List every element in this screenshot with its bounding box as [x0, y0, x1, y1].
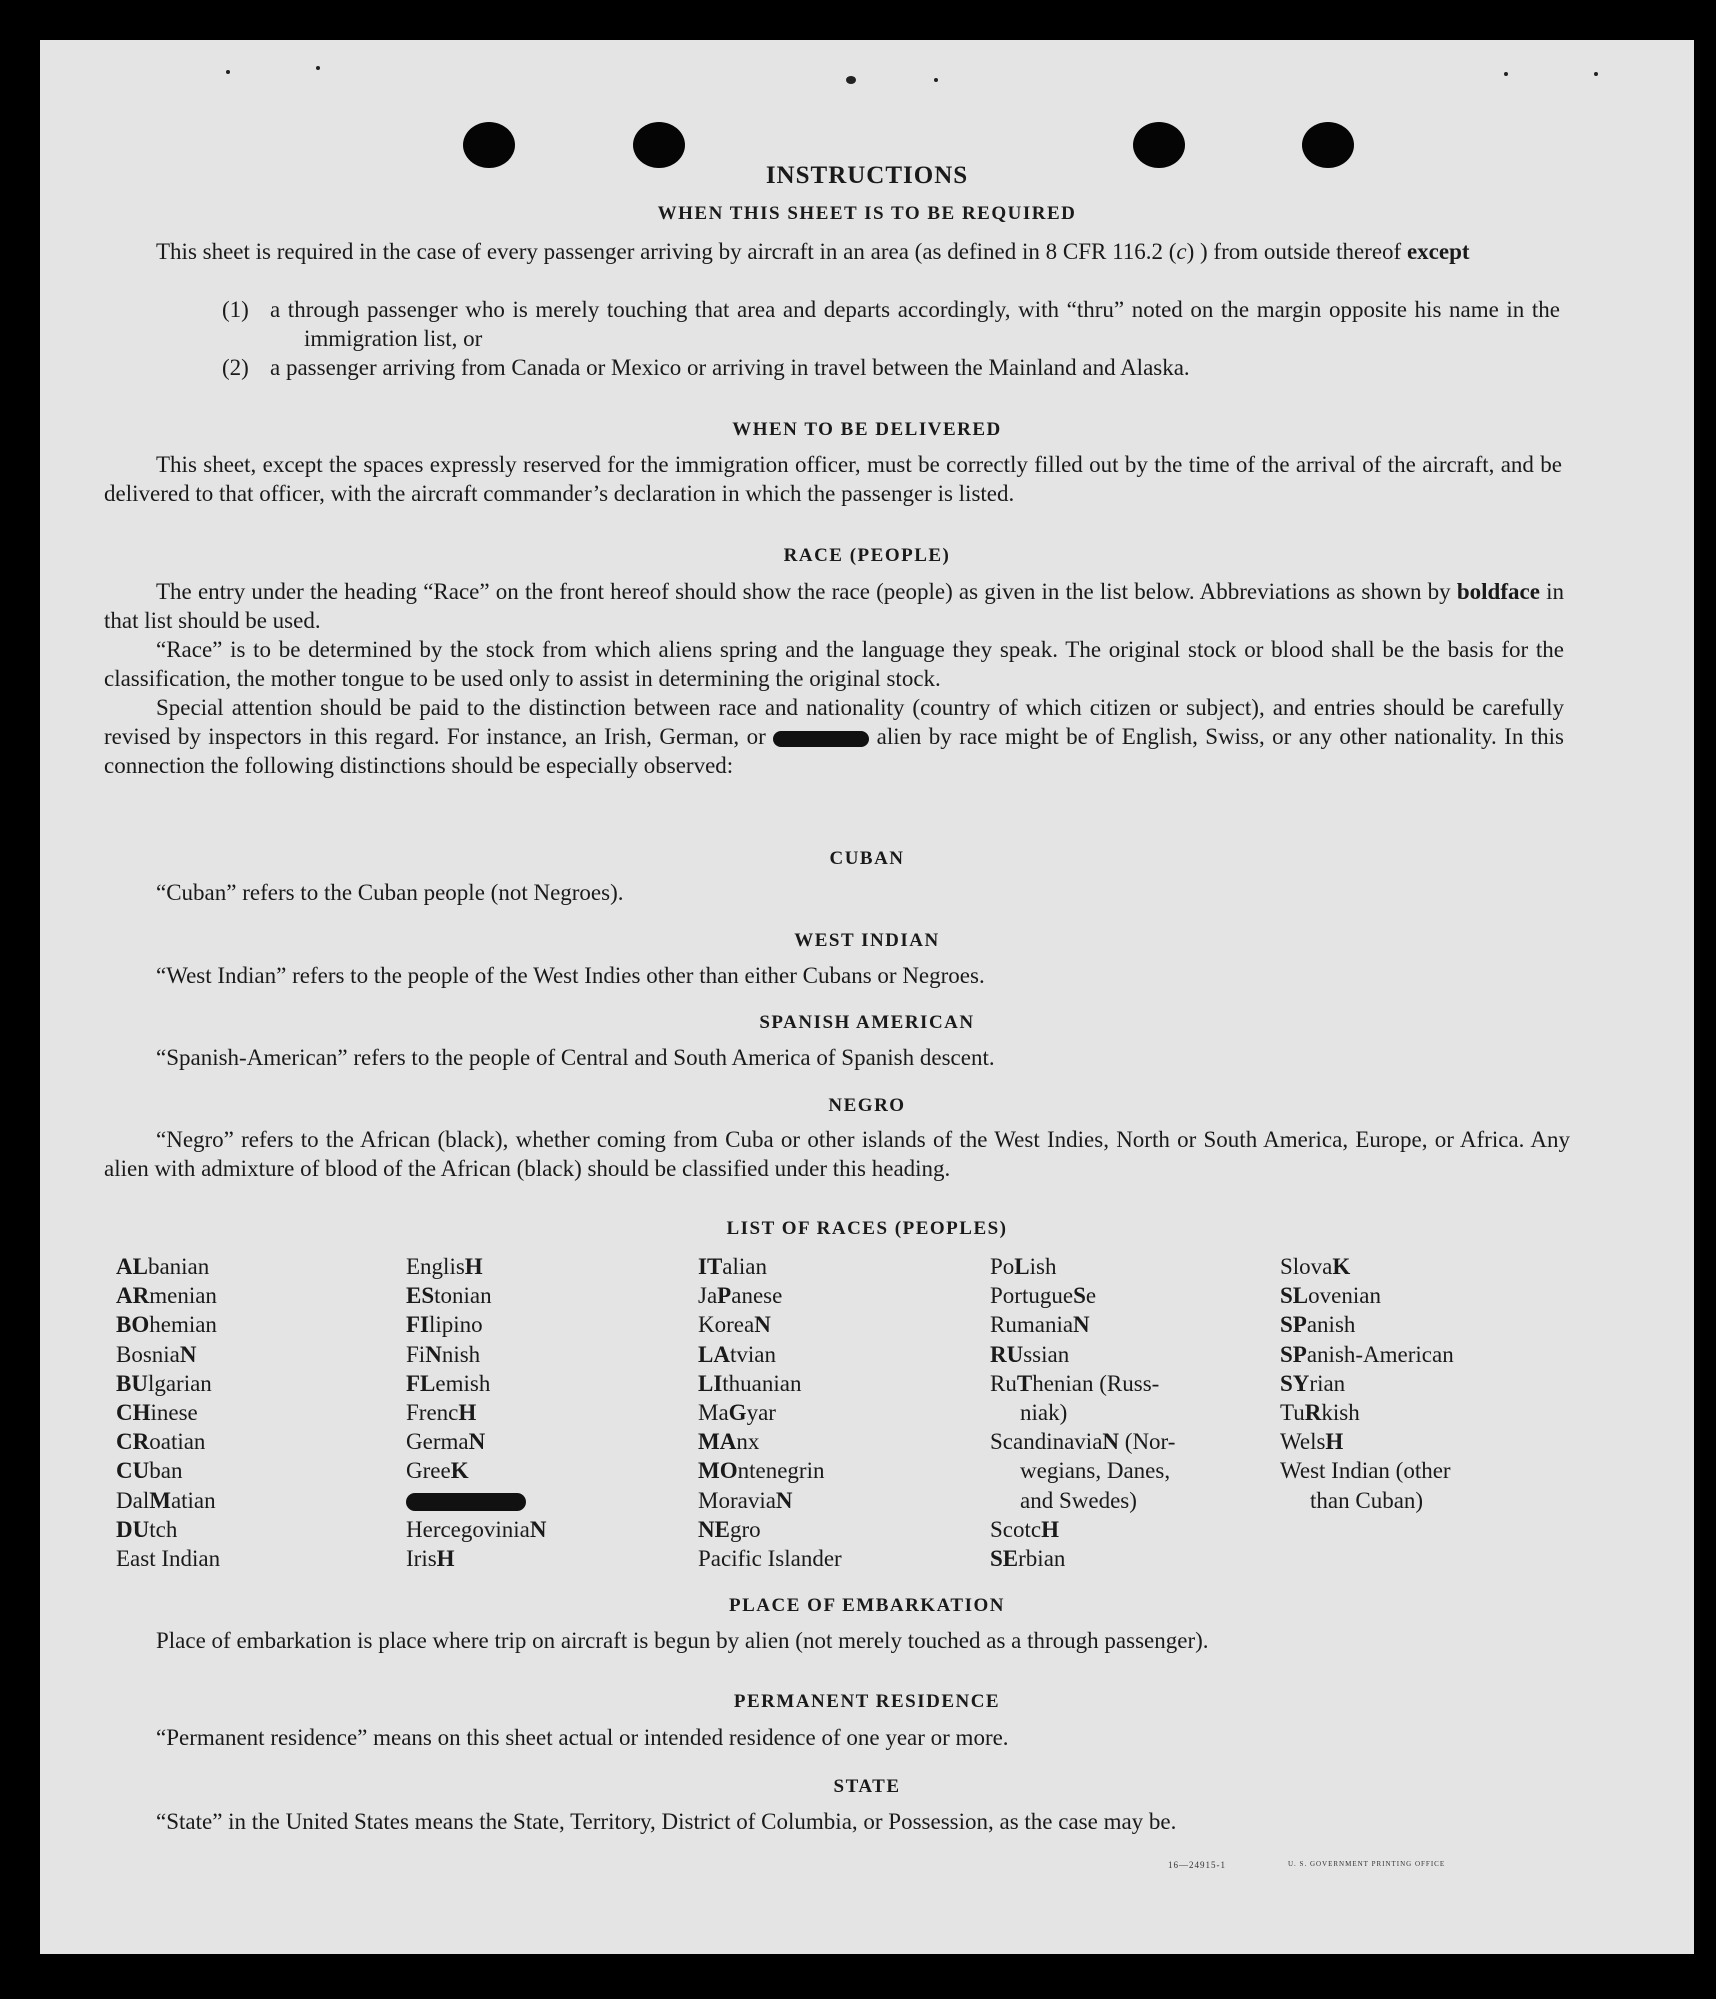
race-entry: FrencH [406, 1400, 477, 1426]
speck [1594, 72, 1598, 76]
race-entry: CHinese [116, 1400, 198, 1426]
race-entry: than Cuban) [1310, 1487, 1424, 1513]
west-indian-heading: WEST INDIAN [794, 930, 940, 951]
race-entry [406, 1486, 547, 1515]
race-entry: TuRkish [1280, 1400, 1360, 1426]
race-entry: HercegoviniaN [406, 1516, 547, 1542]
race-entry: SErbian [990, 1546, 1066, 1572]
race-entry: BUlgarian [116, 1370, 212, 1396]
race-entry: FiNnish [406, 1341, 481, 1367]
race-entry: RumaniaN [990, 1312, 1090, 1338]
races-column-4 [990, 1252, 1175, 1573]
race-entry: MaGyar [698, 1400, 776, 1426]
race-entry: ITalian [698, 1254, 767, 1279]
race-entry: niak) [1020, 1400, 1068, 1426]
race-entry: SlovaK [1280, 1254, 1351, 1279]
race-entry: ScotcH [990, 1516, 1059, 1542]
race-entry: CRoatian [116, 1429, 206, 1455]
race-entry: PortugueSe [990, 1283, 1097, 1309]
when-required-intro: This sheet is required in the case of every passenger arriving by aircraft in an area (as defined in 8 CFR 116.2 (c) ) from outside thereof except [156, 239, 1470, 264]
race-entry: LAtvian [698, 1341, 776, 1367]
race-entry: wegians, Danes, [1020, 1458, 1171, 1484]
exception-item-2: (2) a passenger arriving from Canada or Mexico or arriving in travel between the Mainland and Alaska. [222, 355, 1190, 380]
when-delivered-text: This sheet, except the spaces expressly reserved for the immigration officer, must be correctly filled out by the time of the arrival of the aircraft, and be delivered to that officer, with the aircraft commander’s declaration in which the passenger is listed. [104, 452, 1562, 506]
speck [316, 66, 320, 70]
race-entry: MoraviaN [698, 1487, 793, 1513]
race-entry: DUtch [116, 1516, 178, 1542]
race-entry: MOntenegrin [698, 1458, 825, 1484]
state-heading: STATE [833, 1776, 901, 1797]
race-entry: and Swedes) [1020, 1487, 1137, 1513]
race-entry: SYrian [1280, 1370, 1346, 1396]
document-sheet [40, 40, 1694, 1954]
race-entry: PoLish [990, 1254, 1057, 1279]
negro-heading: NEGRO [828, 1095, 906, 1116]
race-entry: SPanish-American [1280, 1341, 1454, 1367]
state-text: “State” in the United States means the State, Territory, District of Columbia, or Possession, as the case may be. [156, 1809, 1177, 1834]
exception-item-1: (1) a through passenger who is merely touching that area and departs accordingly, with “thru” noted on the margin opposite his name in the immigration list, or [222, 297, 1560, 351]
race-entry: DalMatian [116, 1487, 216, 1513]
race-entry: West Indian (other [1280, 1458, 1451, 1484]
race-entry: MAnx [698, 1429, 760, 1455]
race-entry: BosniaN [116, 1341, 197, 1367]
race-entry: JaPanese [698, 1283, 783, 1309]
speck [934, 78, 938, 82]
printer-name: U. S. GOVERNMENT PRINTING OFFICE [1288, 1860, 1446, 1868]
races-column-2 [406, 1252, 547, 1573]
permanent-residence-text: “Permanent residence” means on this sheet actual or intended residence of one year or more. [156, 1725, 1009, 1750]
race-entry: ALbanian [116, 1254, 210, 1279]
speck [846, 76, 856, 84]
race-entry: WelsH [1280, 1429, 1344, 1455]
race-entry: ARmenian [116, 1283, 217, 1309]
place-embarkation-heading: PLACE OF EMBARKATION [729, 1595, 1005, 1616]
race-entry: LIthuanian [698, 1370, 802, 1396]
race-entry: FIlipino [406, 1312, 483, 1338]
instructions-title: INSTRUCTIONS [765, 162, 969, 189]
races-column-3 [698, 1252, 842, 1573]
spanish-american-heading: SPANISH AMERICAN [759, 1012, 975, 1033]
when-required-heading: WHEN THIS SHEET IS TO BE REQUIRED [657, 203, 1077, 224]
permanent-residence-heading: PERMANENT RESIDENCE [733, 1691, 1001, 1712]
when-delivered-heading: WHEN TO BE DELIVERED [732, 419, 1002, 440]
redaction-mark [773, 731, 869, 747]
redaction-mark [406, 1493, 526, 1511]
race-entry: ScandinaviaN (Nor- [990, 1429, 1176, 1455]
spanish-american-text: “Spanish-American” refers to the people of Central and South America of Spanish descent. [156, 1045, 995, 1070]
race-entry: GreeK [406, 1458, 469, 1484]
race-entry: RUssian [990, 1341, 1070, 1367]
race-entry: East Indian [116, 1546, 221, 1572]
cuban-text: “Cuban” refers to the Cuban people (not Negroes). [156, 880, 624, 905]
race-entry: Pacific Islander [698, 1546, 842, 1572]
races-column-5 [1280, 1252, 1454, 1515]
race-entry: SPanish [1280, 1312, 1356, 1338]
race-entry: CUban [116, 1458, 183, 1484]
cuban-heading: CUBAN [829, 848, 905, 869]
race-entry: FLemish [406, 1370, 491, 1396]
race-entry: KoreaN [698, 1312, 771, 1338]
race-entry: GermaN [406, 1429, 486, 1455]
speck [226, 70, 230, 74]
west-indian-text: “West Indian” refers to the people of the West Indies other than either Cubans or Negroes. [156, 963, 985, 988]
race-entry: RuThenian (Russ- [990, 1370, 1160, 1396]
place-embarkation-text: Place of embarkation is place where trip on aircraft is begun by alien (not merely touched as a through passenger). [156, 1628, 1209, 1653]
race-entry: NEgro [698, 1516, 761, 1542]
speck [1504, 72, 1508, 76]
list-of-races-heading: LIST OF RACES (PEOPLES) [726, 1218, 1008, 1239]
race-section: The entry under the heading “Race” on the front hereof should show the race (people) as given in the list below. Abbreviations as shown by boldface in that list should be used. “Race” is to be determined by the stock from which aliens spring and the language they speak. The original stock or blood shall be the basis for the classification, the mother tongue to be used only to assist in determining the original stock. Special attention should be paid to the distinction between race and nationality (country of which citizen or subject), and entries should be carefully revised by inspectors in this regard. For instance, an Irish, German, or alien by race might be of English, Swiss, or any other nationality. In this connection the following distinctions should be especially observed: [104, 579, 1564, 778]
race-entry: EStonian [406, 1283, 492, 1309]
race-entry: SLovenian [1280, 1283, 1381, 1309]
races-column-1 [116, 1252, 220, 1573]
negro-text: “Negro” refers to the African (black), whether coming from Cuba or other islands of the West Indies, North or South America, Europe, or Africa. Any alien with admixture of blood of the African (black) should be classified under this heading. [104, 1127, 1570, 1181]
race-entry: IrisH [406, 1546, 455, 1572]
race-entry: EnglisH [406, 1254, 483, 1279]
form-number: 16—24915-1 [1168, 1860, 1226, 1870]
race-entry: BOhemian [116, 1312, 217, 1338]
race-heading: RACE (PEOPLE) [783, 545, 951, 566]
